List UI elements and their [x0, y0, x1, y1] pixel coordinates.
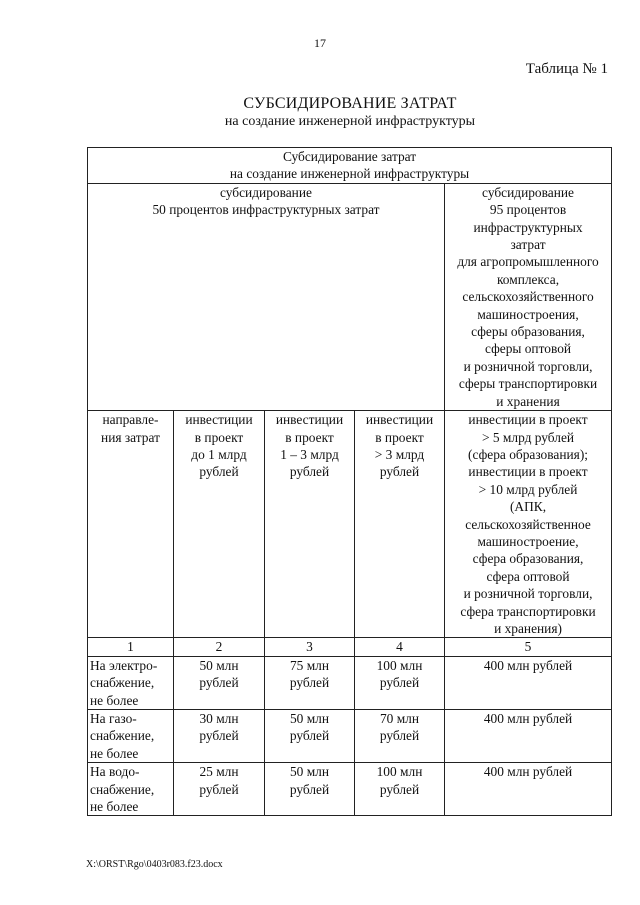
table-cell: 50 млн рублей [265, 763, 355, 816]
column-number: 1 [88, 638, 174, 656]
table-cell: 100 млн рублей [355, 763, 445, 816]
table-cell: 100 млн рублей [355, 656, 445, 709]
column-number: 2 [174, 638, 265, 656]
table-cell: 50 млн рублей [265, 710, 355, 763]
table-column-header-row [88, 411, 612, 638]
column-header-over-3bn: инвестиции в проект > 3 млрд рублей [355, 411, 445, 638]
table-cell: 400 млн рублей [445, 656, 612, 709]
column-header-1-3bn: инвестиции в проект 1 – 3 млрд рублей [265, 411, 355, 638]
table-column-number-row [88, 638, 612, 656]
table-top-header-row [88, 148, 612, 184]
column-header-up-to-1bn: инвестиции в проект до 1 млрд рублей [174, 411, 265, 638]
title-subtitle: на создание инженерной инфраструктуры [224, 114, 476, 129]
document-title [0, 95, 640, 130]
footer-file-path: X:\ORST\Rgo\0403r083.f23.docx [86, 859, 223, 870]
table-row-electricity [88, 656, 612, 709]
table-cell: 25 млн рублей [174, 763, 265, 816]
row-label: На газо- снабжение, не более [88, 710, 174, 763]
table-cell: 30 млн рублей [174, 710, 265, 763]
column-number: 5 [445, 638, 612, 656]
table-cell: 75 млн рублей [265, 656, 355, 709]
column-header-special: инвестиции в проект > 5 млрд рублей (сфера образования); инвестиции в проект > 10 млрд рублей (АПК, сельскохозяйственное машиностроение, сфера образования, сфера оптовой и розничной торговли, сфера транспортировки и хранения) [445, 411, 612, 638]
table-cell: 50 млн рублей [174, 656, 265, 709]
table-label: Таблица № 1 [525, 61, 608, 77]
group-header-50-percent: субсидирование 50 процентов инфраструктурных затрат [88, 183, 445, 410]
group-header-95-percent: субсидирование 95 процентов инфраструктурных затрат для агропромышленного комплекса, сельскохозяйственного машиностроения, сферы образования, сферы оптовой и розничной торговли, сферы транспортировки и хранения [445, 183, 612, 410]
table-cell: 70 млн рублей [355, 710, 445, 763]
column-number: 4 [355, 638, 445, 656]
title-main: СУБСИДИРОВАНИЕ ЗАТРАТ [243, 95, 457, 112]
table-row-gas [88, 710, 612, 763]
table-top-header: Субсидирование затрат на создание инженерной инфраструктуры [88, 148, 612, 184]
row-label: На электро- снабжение, не более [88, 656, 174, 709]
table-group-header-row [88, 183, 612, 410]
column-number: 3 [265, 638, 355, 656]
subsidy-table [87, 147, 612, 816]
table-cell: 400 млн рублей [445, 763, 612, 816]
table-row-water [88, 763, 612, 816]
column-header-direction: направле- ния затрат [88, 411, 174, 638]
row-label: На водо- снабжение, не более [88, 763, 174, 816]
page-number: 17 [314, 36, 326, 50]
table-cell: 400 млн рублей [445, 710, 612, 763]
